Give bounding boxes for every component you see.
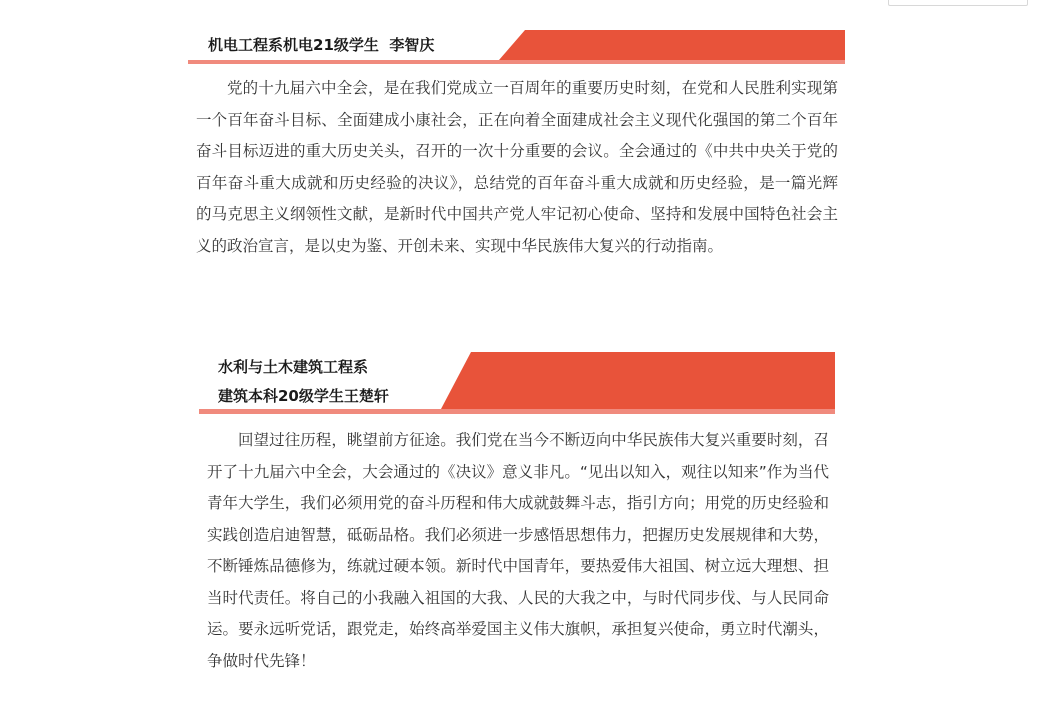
section-body-text-2: 回望过往历程，眺望前方征途。我们党在当今不断迈向中华民族伟大复兴重要时刻，召开了十九届六中全会，大会通过的《决议》意义非凡。“见出以知入，观往以知来”作为当代青年大学生，我们必须用党的奋斗历程和伟大成就鼓舞斗志，指引方向；用党的历史经验和实践创造启迪智慧，砥砺品格。我们必须进一步感悟思想伟力，把握历史发展规律和大势，不断锤炼品德修为，练就过硬本领。新时代中国青年，要热爱伟大祖国、树立远大理想、担当时代责任。将自己的小我融入祖国的大我、人民的大我之中，与时代同步伐、与人民同命运。要永远听党话，跟党走，始终高举爱国主义伟大旗帜，承担复兴使命，勇立时代潮头，争做时代先锋！: [207, 431, 829, 670]
top-frame-box: [888, 0, 1028, 6]
section-header-student: 建筑本科20级学生王楚轩: [218, 387, 389, 405]
section-header-banner-1: [188, 30, 845, 64]
banner-red-block: [499, 30, 845, 60]
banner-red-block: [441, 352, 835, 409]
section-header-department: 水利与土木建筑工程系: [218, 358, 369, 376]
section-body-text-1: 党的十九届六中全会，是在我们党成立一百周年的重要历史时刻，在党和人民胜利实现第一个百年奋斗目标、全面建成小康社会，正在向着全面建成社会主义现代化强国的第二个百年奋斗目标迈进的重大历史关头，召开的一次十分重要的会议。全会通过的《中共中央关于党的百年奋斗重大成就和历史经验的决议》，总结党的百年奋斗重大成就和历史经验，是一篇光辉的马克思主义纲领性文献，是新时代中国共产党人牢记初心使命、坚持和发展中国特色社会主义的政治宣言，是以史为鉴、开创未来、实现中华民族伟大复兴的行动指南。: [196, 79, 838, 255]
banner-underline: [199, 409, 835, 414]
banner-underline: [188, 60, 845, 64]
section-header-title-1: 机电工程系机电21级学生 李智庆: [208, 36, 435, 54]
section-header-banner-2: [199, 352, 835, 414]
